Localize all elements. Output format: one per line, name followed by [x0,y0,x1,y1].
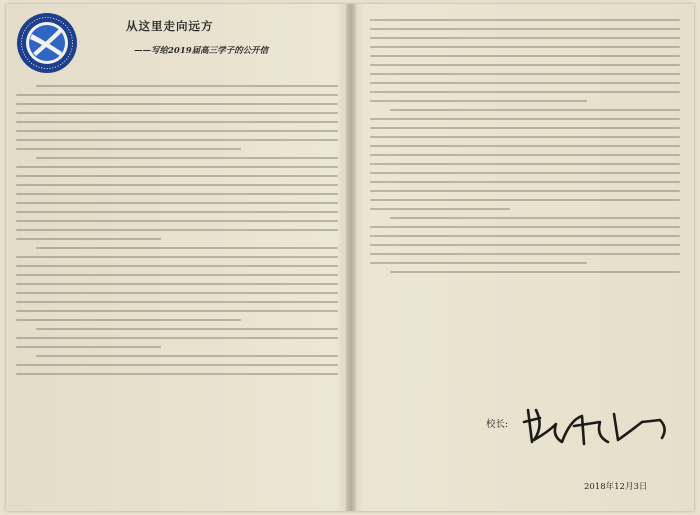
left-body-text [16,85,338,375]
letter-spread [6,4,694,511]
signature-label: 校长: [486,419,509,430]
left-page [6,4,346,511]
letter-title: 从这里走向远方 [126,19,214,33]
school-seal-icon [16,12,78,74]
handwritten-signature [522,402,672,448]
signature-block [486,402,686,452]
book-gutter [346,4,356,511]
letter-date: 2018年12月3日 [584,482,648,492]
letter-header [16,12,338,78]
right-body-text [370,19,680,273]
letter-subtitle: ——写给2019届高三学子的公开信 [134,46,269,56]
